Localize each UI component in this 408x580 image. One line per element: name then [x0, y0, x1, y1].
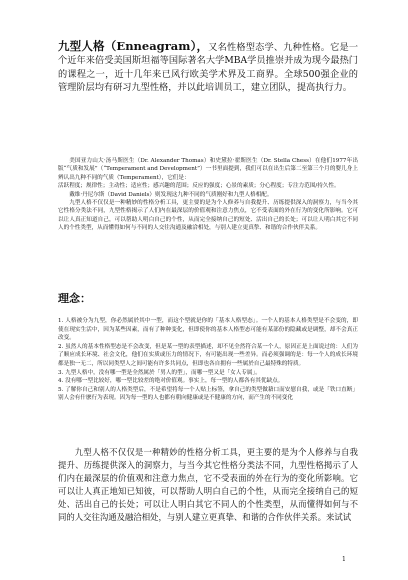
- concept-item-2: 2. 虽然人的基本性格型态是不会改变，但是某一型的表型描述，却不见全然符合某一个人，原因正是上面说过的：人们为了顺应成长环境、社会文化，他们在实质或压力的情况下，有可能出现一些差异。而必须强调的是：每一个人的成长环境都是独一无二，所以同类型人之间可能有许多共同点，但即也各自拥有一些属於自己最特殊的特质。: [58, 343, 358, 367]
- intro-paragraph: [58, 40, 358, 95]
- concept-item-3: 3. 九型人格中，没有哪一型是全然属於「男人的型」，而哪一型又是「女人专属」。: [58, 369, 261, 376]
- background-paragraph-2: 活跃程度；规律性；主动性；适应性；感兴趣的范围；反应的强度；心景的素质；分心程度；专注力范围/持久性。: [58, 183, 340, 190]
- concepts-heading: 理念：: [58, 292, 91, 305]
- intro-title: 九型人格（Enneagram），: [58, 39, 209, 53]
- background-paragraph-3: 戴维·丹尼尔斯（David Daniels）则发现这九种不同的气质刚好和九型人格相配。: [69, 191, 273, 198]
- concept-item-5: 5. 了解你自己和别人的人格类型后，不是希望将每一个人贴上标签，拿自己的类型做藉口而安慰自我，或是「铁口直断」别人会有什麽行为表现。因为每一型的人也都有朝向健康或是不健康的方向，而产生的不同变化: [58, 386, 358, 402]
- concept-item-1: 1. 人格被分为九型，你必然属於其中一型，而这个型就是你的「基本人格型态」。一个人的基本人格类型是不会变的，即使在现实生活中，因为某些因素，而有了种种变化，但即使你的基本人格型态可能有某部份的隐藏或是调整，却不会真正改变。: [58, 318, 358, 342]
- background-section: [58, 157, 358, 233]
- background-paragraph-1: 美国亚力山大·汤马斯医生（Dr. Alexander Thomas）和史黛拉·翟斯医生（Dr. Stella Chess）在他们1977年出版“气质和发展”（“Temperament and Development”）一书里面提到，我们可以在出生后第二至第三个月的婴儿身上辨认出九种不同的气质（Temperament），它们是：: [58, 158, 358, 181]
- closing-paragraph: 九型人格不仅仅是一种精妙的性格分析工具，更主要的是为个人修养与自我提升、历练提供深入的洞察力，与当今其它性格分类法不同，九型性格揭示了人们内在最深层的价值观和注意力焦点，它不受表面的外在行为的变化所影响。它可以让人真正地知已知彼，可以帮助人明白自己的个性，从而完全接纳自己的短处、活出自己的长处；可以让人明白其它不同人的个性类型，从而懂得如何与不同的人交往沟通及融洽相处，与别人建立更真挚、和谐的合作伙伴关系。来试试: [58, 447, 358, 522]
- page-number: 1: [342, 556, 346, 563]
- concept-item-4: 4. 没有哪一型比较好，哪一型比较差的绝对价值观。事实上，每一型的人都各有其优缺点。: [58, 378, 284, 385]
- concepts-list: [58, 317, 358, 403]
- background-paragraph-4: 九型人格不仅仅是一种精妙的性格分析工具，更主要的是为个人修养与自我提升、历练提供深入的洞察力，与当今其它性格分类法不同，九型性格揭示了人们内在最深层的价值观和注意力焦点，它不受表面的外在行为的变化所影响。它可以让人真正知道自己，可以帮助人明白自己的个性，从而完全接纳自己的短处、活出自己的长处；可以让人明白其它不同人的个性类型，从而懂得如何与不同的人交往沟通及融洽相处，与别人建立更真挚、和谐的合作伙伴关系。: [58, 200, 358, 232]
- intro-text: 又名性格型态学、九种性格。它是一个近年来倍受美国斯坦福等国际著名大学MBA学员推崇并成为现今最热门的课程之一，近十几年来已风行欧美学术界及工商界。全球500强企业的管理阶层均有研习九型性格，并以此培训员工，建立团队，提高执行力。: [58, 42, 358, 94]
